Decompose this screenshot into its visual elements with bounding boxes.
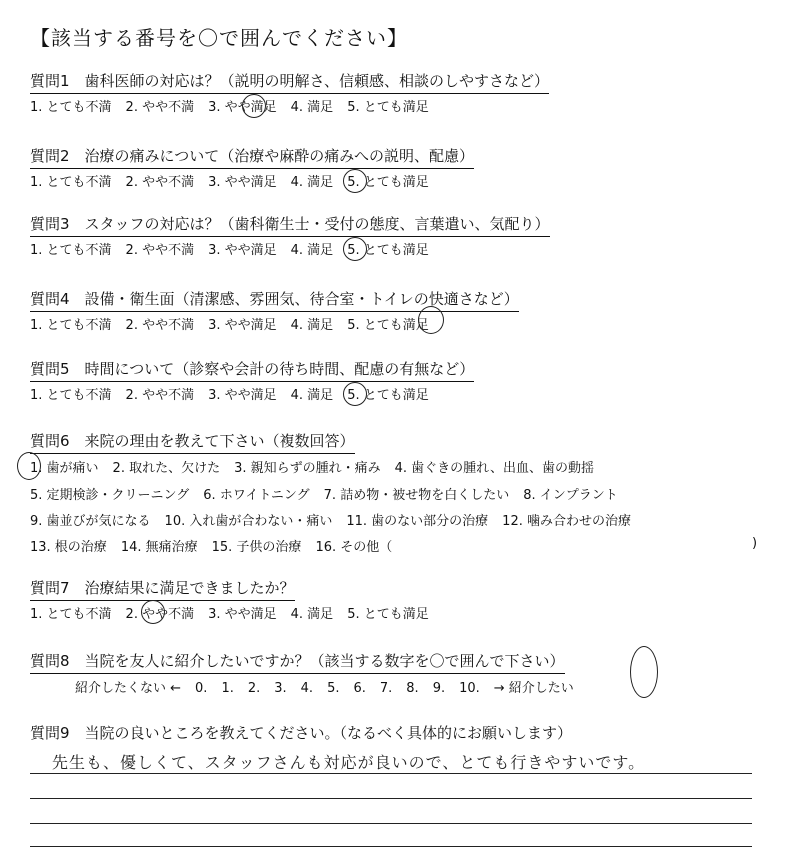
question-9-answer[interactable]: 先生も、優しくて、スタッフさんも対応が良いので、とても行きやすいです。 (52, 753, 646, 772)
q3-selection-circle (343, 237, 367, 261)
q3-option-5[interactable]: 5. とても満足 (347, 243, 429, 258)
q8-left-label: 紹介したくない ← (75, 681, 182, 696)
answer-line-3 (30, 823, 752, 824)
q6-option-16[interactable]: 16. その他（ (315, 540, 393, 555)
q7-option-2[interactable]: 2. やや不満 (125, 607, 195, 622)
q8-scale-8[interactable]: 8. (406, 681, 419, 696)
question-8-scale (75, 677, 588, 696)
q3-option-2[interactable]: 2. やや不満 (125, 243, 195, 258)
q8-scale-3[interactable]: 3. (274, 681, 287, 696)
question-1-label: 質問1 歯科医師の対応は？（説明の明解さ、信頼感、相談のしやすさなど） (30, 70, 549, 94)
question-1-options (30, 96, 443, 115)
q4-option-1[interactable]: 1. とても不満 (30, 318, 112, 333)
q4-selection-circle (418, 306, 444, 334)
q2-option-2[interactable]: 2. やや不満 (125, 175, 195, 190)
question-4-label: 質問4 設備・衛生面（清潔感、雰囲気、待合室・トイレの快適さなど） (30, 288, 519, 312)
q6-option-5[interactable]: 5. 定期検診・クリーニング (30, 488, 190, 503)
q2-option-4[interactable]: 4. 満足 (290, 175, 334, 190)
q7-selection-circle (141, 600, 165, 624)
question-4-options (30, 314, 443, 333)
q8-scale-6[interactable]: 6. (353, 681, 366, 696)
q6-option-12[interactable]: 12. 噛み合わせの治療 (502, 514, 631, 529)
question-5-label: 質問5 時間について（診察や会計の待ち時間、配慮の有無など） (30, 358, 474, 382)
q6-option-7[interactable]: 7. 詰め物・被せ物を白くしたい (323, 488, 510, 503)
question-8-label: 質問8 当院を友人に紹介したいですか？（該当する数字を〇で囲んで下さい） (30, 650, 565, 674)
q1-option-3[interactable]: 3. やや満足 (208, 100, 277, 115)
q1-option-4[interactable]: 4. 満足 (290, 100, 334, 115)
q8-right-label[interactable]: → 紹介したい (493, 681, 574, 696)
q6-option-6[interactable]: 6. ホワイトニング (203, 488, 310, 503)
q6-option-4[interactable]: 4. 歯ぐきの腫れ、出血、歯の動揺 (394, 461, 594, 476)
q8-scale-7[interactable]: 7. (379, 681, 393, 696)
q5-selection-circle (343, 382, 367, 406)
question-6-label: 質問6 来院の理由を教えて下さい（複数回答） (30, 430, 355, 454)
q6-option-2[interactable]: 2. 取れた、欠けた (112, 461, 221, 476)
page-title: 【該当する番号を〇で囲んでください】 (30, 26, 408, 50)
question-6-row-4 (30, 536, 406, 555)
answer-line-2 (30, 798, 752, 799)
question-9-label: 質問9 当院の良いところを教えてください。（なるべく具体的にお願いします） (30, 724, 573, 742)
q8-scale-10[interactable]: 10. (459, 681, 480, 696)
q2-option-5[interactable]: 5. とても満足 (347, 175, 429, 190)
q4-option-4[interactable]: 4. 満足 (290, 318, 334, 333)
q8-selection-circle (630, 646, 658, 698)
q3-option-3[interactable]: 3. やや満足 (208, 243, 277, 258)
q2-option-3[interactable]: 3. やや満足 (208, 175, 277, 190)
q7-option-3[interactable]: 3. やや満足 (208, 607, 277, 622)
q8-scale-0[interactable]: 0. (195, 681, 208, 696)
question-2-options (30, 171, 443, 190)
q7-option-4[interactable]: 4. 満足 (290, 607, 334, 622)
q6-option-14[interactable]: 14. 無痛治療 (120, 540, 198, 555)
q6-option-3[interactable]: 3. 親知らずの腫れ・痛み (234, 461, 381, 476)
q8-scale-2[interactable]: 2. (247, 681, 261, 696)
question-7-options (30, 603, 443, 622)
q3-option-4[interactable]: 4. 満足 (290, 243, 334, 258)
answer-line-4 (30, 846, 752, 847)
q1-selection-circle (242, 94, 266, 118)
q2-option-1[interactable]: 1. とても不満 (30, 175, 112, 190)
question-5-options (30, 384, 443, 403)
q6-option-15[interactable]: 15. 子供の治療 (211, 540, 302, 555)
question-6-row-1 (30, 457, 608, 476)
question-6-row-3 (30, 510, 645, 529)
q6-selection-circle (17, 452, 41, 480)
q8-scale-1[interactable]: 1. (221, 681, 234, 696)
q4-option-5[interactable]: 5. とても満足 (347, 318, 429, 333)
q5-option-2[interactable]: 2. やや不満 (125, 388, 195, 403)
q1-option-2[interactable]: 2. やや不満 (125, 100, 195, 115)
q6-option-10[interactable]: 10. 入れ歯が合わない・痛い (164, 514, 333, 529)
q5-option-3[interactable]: 3. やや満足 (208, 388, 277, 403)
q6-other-close-paren: ) (752, 536, 758, 551)
q5-option-1[interactable]: 1. とても不満 (30, 388, 112, 403)
q6-option-1[interactable]: 1. 歯が痛い (30, 461, 99, 476)
q6-option-9[interactable]: 9. 歯並びが気になる (30, 514, 151, 529)
q3-option-1[interactable]: 1. とても不満 (30, 243, 112, 258)
question-6-row-2 (30, 484, 632, 503)
question-2-label: 質問2 治療の痛みについて（治療や麻酔の痛みへの説明、配慮） (30, 145, 474, 169)
q2-selection-circle (343, 169, 367, 193)
q7-option-5[interactable]: 5. とても満足 (347, 607, 429, 622)
q1-option-1[interactable]: 1. とても不満 (30, 100, 112, 115)
q1-option-5[interactable]: 5. とても満足 (347, 100, 429, 115)
q5-option-5[interactable]: 5. とても満足 (347, 388, 429, 403)
question-7-label: 質問7 治療結果に満足できましたか？ (30, 577, 295, 601)
question-3-options (30, 239, 443, 258)
question-3-label: 質問3 スタッフの対応は？（歯科衛生士・受付の態度、言葉遣い、気配り） (30, 213, 550, 237)
q4-option-3[interactable]: 3. やや満足 (208, 318, 277, 333)
q8-scale-5[interactable]: 5. (327, 681, 340, 696)
q6-option-11[interactable]: 11. 歯のない部分の治療 (346, 514, 489, 529)
q5-option-4[interactable]: 4. 満足 (290, 388, 334, 403)
q6-option-13[interactable]: 13. 根の治療 (30, 540, 107, 555)
q7-option-1[interactable]: 1. とても不満 (30, 607, 112, 622)
answer-line-1 (30, 773, 752, 774)
q8-scale-9[interactable]: 9. (432, 681, 446, 696)
q8-scale-4[interactable]: 4. (300, 681, 314, 696)
q4-option-2[interactable]: 2. やや不満 (125, 318, 195, 333)
q6-option-8[interactable]: 8. インプラント (523, 488, 618, 503)
